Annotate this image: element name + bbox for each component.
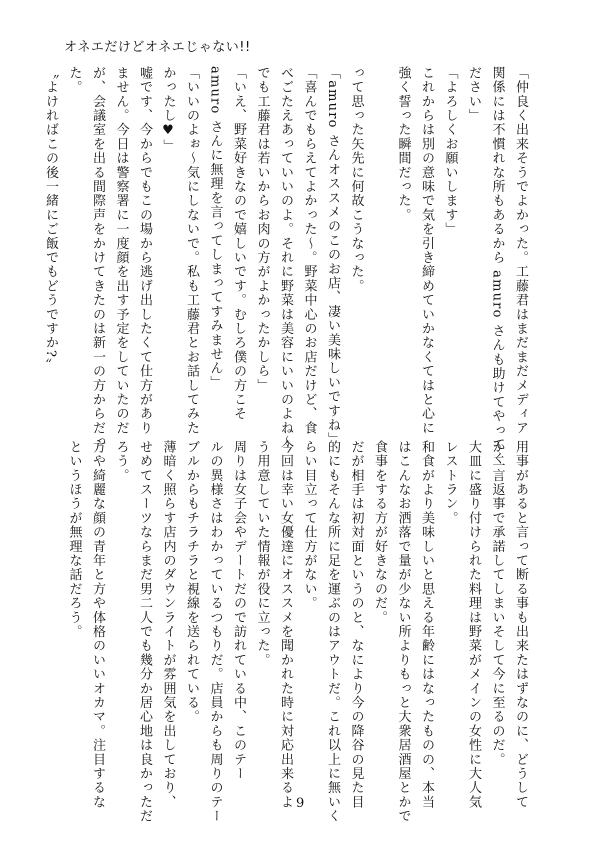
text-line: ろう。 [113, 440, 129, 483]
text-line: らい目立って仕方がない。 [301, 440, 317, 611]
column-gap [368, 66, 392, 366]
text-line: た。 [66, 66, 82, 95]
text-line: だが相手は初対面というのと、なにより今の降谷の見た目 [348, 440, 364, 810]
text-line: べごたえあっていいのよ。それに野菜は美容にいいのよね〜 [278, 66, 293, 450]
text-line: はこんなお洒落で量が少ない所よりもっと大衆居酒屋とかで [395, 440, 411, 824]
text-line: か二言返事で承諾してしまいそして今に至るのだ。 [489, 440, 505, 767]
text-line: amuro さんに無理を言ってしまってすみません」 [207, 66, 223, 390]
text-line: ルの異様さはわかっているつもりだ。店員からも周りのテー [207, 440, 223, 824]
text-line: 薄暗く照らす店内のダウンライトが雰囲気を出しており、 [160, 440, 176, 810]
text-line: 大皿に盛り付けられた料理は野菜がメインの女性に大人気 [466, 440, 481, 810]
text-line: 今回は幸い女優達にオススメを聞かれた時に対応出来るよ [278, 440, 293, 810]
text-line: 関係には不慣れな所もあるから amuro さんも助けてやってく [489, 66, 505, 466]
text-line: 方や綺麗な顔の青年と方や体格のいいオカマ。注目するな [90, 440, 105, 810]
text-line: 周りは女子会やデートだので訪れている中、このテー [231, 440, 246, 781]
running-header: オネエだけどオネエじゃない!! [64, 40, 251, 55]
text-line: 的にもそんな所に足を運ぶのはアウトだ。これ以上に無いく [325, 440, 340, 824]
text-line: ブルからもチラチラと視線を送られている。 [184, 440, 199, 724]
text-line: 用事があると言って断る事も出来たはずなのに、どうして [513, 440, 528, 810]
lower-text-block [62, 440, 532, 824]
text-line: う用意していた情報が役に立った。 [254, 440, 270, 668]
text-line: 「喜んでもらえてよかった〜。野菜中心のお店だけど、食 [301, 66, 317, 436]
text-line: 「仲良く出来そうでよかった。工藤君はまだまだメディア [513, 66, 528, 436]
text-line: 「いいのよぉ〜気にしないで。私も工藤君とお話してみた [184, 66, 199, 436]
text-line: ださい」 [466, 66, 481, 123]
text-line: レストラン。 [442, 440, 458, 526]
text-line: 強く誓った瞬間だった。 [395, 66, 411, 223]
page-number: 9 [296, 796, 305, 811]
text-line: というほうが無理な話だろう。 [66, 440, 82, 639]
text-line: かったし♥」 [160, 66, 176, 154]
text-line: これからは別の意味で気を引き締めていかなくてはと心に [419, 66, 434, 436]
text-line: 和食がより美味しいと思える年齢にはなったものの、本当 [419, 440, 434, 810]
text-line: 嘘です、今からでもこの場から逃げ出したくて仕方があり [137, 66, 152, 436]
text-line: って思った矢先に何故こうなった。 [348, 66, 364, 294]
text-line: でも工藤君は若いからお肉の方がよかったかしら」 [254, 66, 270, 393]
text-line: 「よろしくお願いします」 [442, 66, 458, 237]
text-line: ません。今日は警察署に一度顔を出す予定をしていたのだ [113, 66, 129, 436]
text-line: 〝よければこの後一緒にご飯でもどうですか?〟 [43, 66, 58, 373]
text-line: せめてスーツならまだ男二人でも幾分か居心地は良かっただ [137, 440, 152, 824]
text-line: 「amuro さんオススメのこのお店、凄い美味しいですね」 [325, 66, 340, 447]
text-line: 食事をする方が好きなのだ。 [372, 440, 387, 625]
text-line: が、会議室を出る間際声をかけてきたのは新一の方からだっ [90, 66, 105, 450]
text-line: 「いえ、野菜好きなので嬉しいです。むしろ僕の方こそ [231, 66, 246, 421]
